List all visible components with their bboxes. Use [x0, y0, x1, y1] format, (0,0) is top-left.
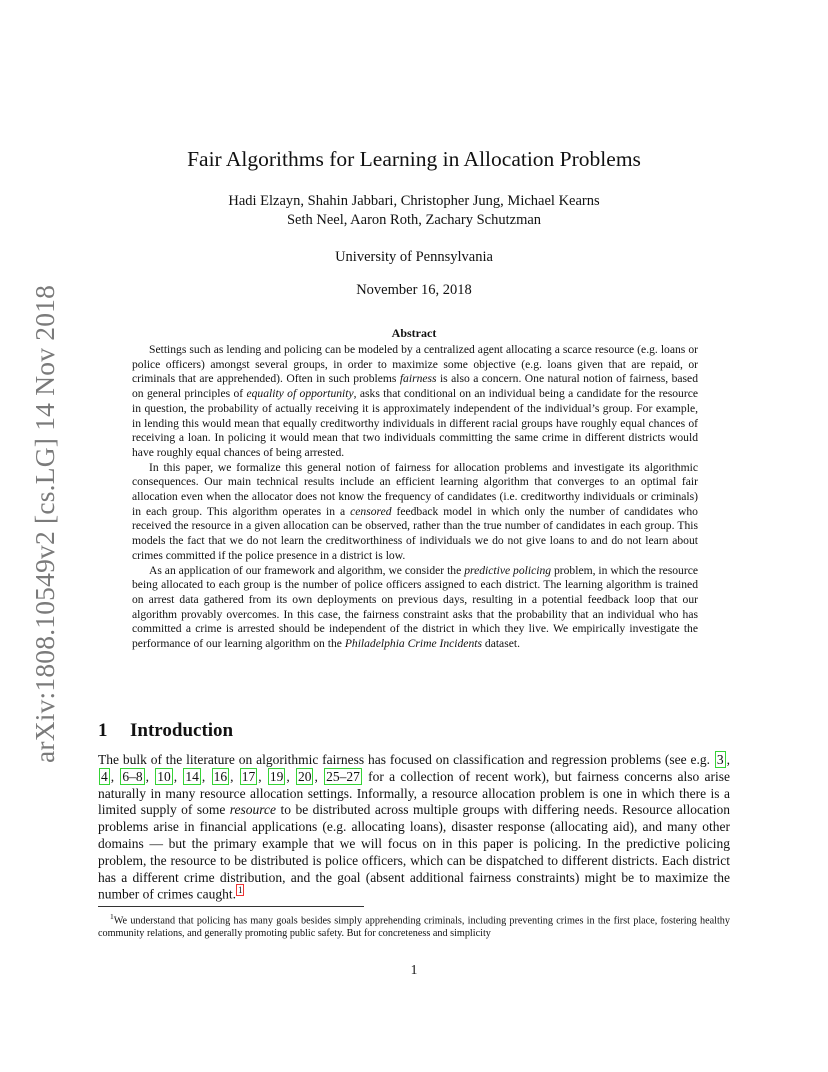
citation-link[interactable]: 14	[185, 768, 199, 784]
section-number: 1	[98, 720, 108, 741]
citation-link[interactable]: 20	[297, 768, 312, 784]
citation-link[interactable]: 6–8	[122, 768, 143, 784]
footnote-divider	[98, 906, 364, 907]
section-title: Introduction	[130, 720, 234, 741]
citation-link[interactable]: 10	[157, 768, 171, 784]
citation-link[interactable]: 16	[213, 768, 228, 784]
footnote: $^1$We understand that policing has many goals besides simply apprehending criminals, including preventing crimes in the first place, fostering healthy community relations, and generally promoting public safety. But for concreteness and simplicity	[98, 912, 730, 940]
author-line: Seth Neel, Aaron Roth, Zachary Schutzman	[286, 212, 542, 228]
citation-link[interactable]: 19	[269, 768, 284, 784]
citation-link[interactable]: 4	[101, 768, 108, 784]
citation-link[interactable]: 25–27	[326, 768, 360, 784]
abstract-heading: Abstract	[391, 326, 437, 340]
abstract-paragraph: As an application of our framework and algorithm, we consider the predictive policing problem, in which the resource being allocated to each group is the number of police officers assigned to each district. The learning algorithm is trained on arrest data gathered from its own deployments on previous days, resulting in a potential feedback loop that our algorithm provably overcomes. In this case, the fairness constraint asks that the probability that an individual who has committed a crime is arrested should be independent of the district in which they live. We empirically investigate the performance of our learning algorithm on the Philadelphia Crime Incidents dataset.	[132, 563, 698, 651]
section-heading	[98, 720, 233, 742]
citation-link[interactable]: 3	[716, 752, 724, 767]
arxiv-identifier: arXiv:1808.10549v2 [cs.LG] 14 Nov 2018	[29, 284, 60, 764]
author-list	[0, 192, 828, 230]
footnote-mark: 1	[110, 912, 114, 921]
footnote-link[interactable]: 1	[237, 885, 243, 896]
page-number: 1	[410, 962, 418, 977]
abstract-body	[132, 343, 698, 652]
citation-link[interactable]: 17	[241, 768, 256, 784]
intro-paragraph: The bulk of the literature on algorithmic fairness has focused on classification and regression problems (see e.g. 3 , 4 , 6–8 , 10 , 14 , 16 , 17 , 19 , 20 , 25–27 for a collection of recent work), but fairness concerns also arise naturally in many resource allocation settings. Informally, a resource allocation problem is one in which there is a limited supply of some resource to be distributed across multiple groups with differing needs. Resource allocation problems arise in financial applications (e.g. allocating loans), disaster response (allocating aid), and many other domains — but the primary example that we will focus on in this paper is policing. In the predictive policing problem, the resource to be distributed is police officers, which can be dispatched to different districts. Each district has a different crime distribution, and the goal (absent additional fairness constraints) might be to maximize the number of crimes caught. $^1$	[98, 752, 731, 902]
author-line: Hadi Elzayn, Shahin Jabbari, Christopher Jung, Michael Kearns	[228, 193, 600, 209]
abstract-paragraph: Settings such as lending and policing can be modeled by a centralized agent allocating a scarce resource (e.g. loans or police officers) amongst several groups, in order to maximize some objective (e.g. loans given that are repaid, or criminals that are apprehended). Often in such problems fairness is also a concern. One natural notion of fairness, based on general principles of equality of opportunity, asks that conditional on an individual being a candidate for the resource in question, the probability of actually receiving it is approximately independent of the individual’s group. For example, in lending this would mean that equally creditworthy individuals in different racial groups have roughly equal chances of receiving a loan. In policing it would mean that two individuals committing the same crime in different districts would have roughly equal chances of being arrested.	[132, 343, 698, 459]
paper-date: November 16, 2018	[356, 282, 472, 298]
paper-title: Fair Algorithms for Learning in Allocation Problems	[187, 147, 641, 171]
affiliation: University of Pennsylvania	[335, 249, 493, 265]
abstract-paragraph: In this paper, we formalize this general notion of fairness for allocation problems and investigate its algorithmic consequences. Our main technical results include an efficient learning algorithm that converges to an optimal fair allocation even when the allocator does not know the frequency of candidates (i.e. creditworthy individuals or criminals) in each group. This algorithm operates in a censored feedback model in which only the number of candidates who received the resource in a given allocation can be observed, rather than the true number of candidates in each group. This models the fact that we do not learn the creditworthiness of individuals we do not give loans to and do not learn about crimes committed if the police presence in a district is low.	[132, 460, 698, 562]
